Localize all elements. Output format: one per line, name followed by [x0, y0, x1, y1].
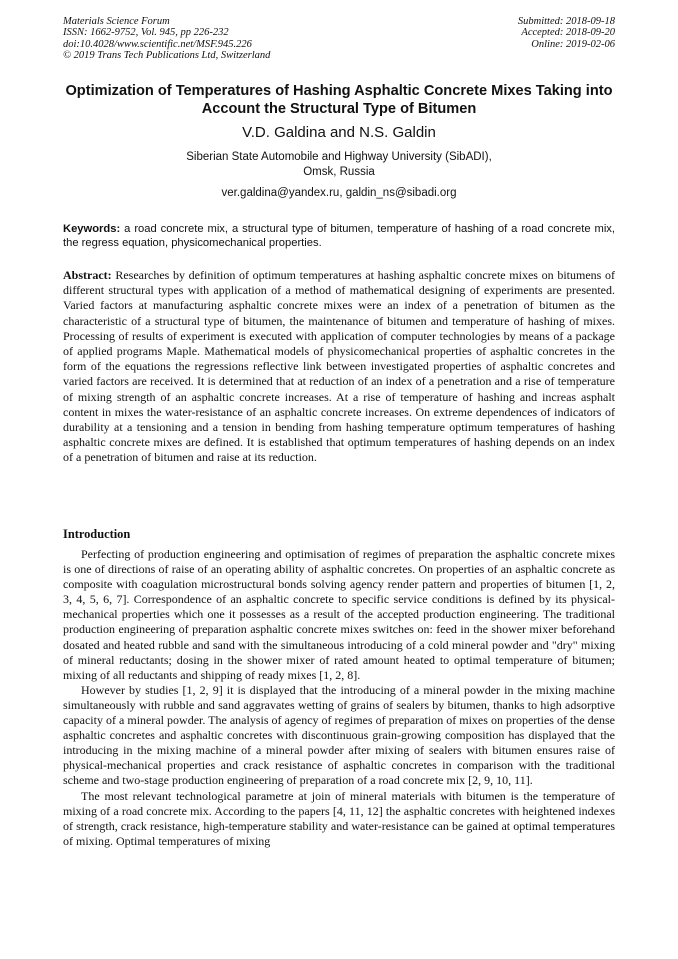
- keywords-label: Keywords:: [63, 223, 121, 235]
- abstract-block: [63, 268, 615, 466]
- publication-dates: [518, 16, 615, 50]
- online-date: Online: 2019-02-06: [531, 38, 615, 50]
- body-paragraph: However by studies [1, 2, 9] it is displayed that the introducing of a mineral powder in the mixing machine simultaneously with rubble and sand aggravates wetting of grains of sealers by bitumen, thanks to high adsorptive capacity of a mineral powder. The analysis of agency of regimes of preparation of mixes on properties of the dense asphaltic concretes and asphaltic concretes with discontinuous grain-growing composition has displayed that the introducing in the mixing machine of a mineral powder after mixing of sealers with bitumen ensures raise of physical-mechanical properties and crack resistance of asphaltic concretes in comparison with the traditional scheme and two-stage production engineering of preparation of a road concrete mix [2, 9, 10, 11].: [63, 682, 615, 788]
- journal-info: [63, 16, 270, 61]
- paper-title: Optimization of Temperatures of Hashing Asphaltic Concrete Mixes Taking into Account the Structural Type of Bitumen: [65, 83, 613, 117]
- keywords-block: [63, 222, 615, 250]
- body-paragraph: Perfecting of production engineering and optimisation of regimes of preparation the asphaltic concrete mixes is one of directions of raise of an operating ability of asphaltic concretes. On properties of an asphaltic concrete as composite with coagulation microstructural bonds solving agency render pattern and properties of bitumen [1, 2, 3, 4, 5, 6, 7]. Correspondence of an asphaltic concrete to specific service conditions is defined by its physical-mechanical properties which one it possesses as a result of the accepted production engineering. The traditional production engineering of preparation asphaltic concrete mixes switches on: feed in the shower mixer beforehand dosated and heated rubble and sand with the simultaneous introducing of a cold mineral powder and "dry" mixing of mineral reductants; dosing in the shower mixer of rated amount heated to optimal temperature of bitumen; mixing of all reductants and shipping of ready mixes [1, 2, 8].: [63, 547, 615, 682]
- journal-issn: ISSN: 1662-9752, Vol. 945, pp 226-232: [63, 27, 229, 39]
- abstract-label: Abstract:: [63, 268, 112, 282]
- accepted-date: Accepted: 2018-09-20: [521, 27, 615, 39]
- author-affiliation: [60, 150, 618, 180]
- journal-name: Materials Science Forum: [63, 16, 170, 27]
- copyright-line: © 2019 Trans Tech Publications Ltd, Switzerland: [63, 49, 271, 61]
- author-emails[interactable]: ver.galdina@yandex.ru, galdin_ns@sibadi.org: [221, 187, 457, 199]
- affiliation-line: Omsk, Russia: [303, 166, 375, 178]
- abstract-text: Researches by definition of optimum temperatures at hashing asphaltic concrete mixes on bitumens of different structural types with application of a method of mathematical designing of experiments are presented. Varied factors at manufacturing asphaltic concrete mixes were an index of a penetration of bitumen as the characteristic of a structural type of bitumen, the maintenance of bitumen and temperature of hashing of mixes. Processing of results of experiment is executed with application of computer technologies by means of a package of applied programs Maple. Mathematical models of physicomechanical properties of asphaltic concretes in the form of the equations the regressions reflective link between investigated properties of asphaltic concretes and varied factors are received. It is determined that at reduction of an index of a penetration and a rise of temperature of mixing strength of an asphaltic concrete increases. At a rise of temperature of hashing and increas asphalt content in mixes the water-resistance of an asphaltic concrete increases. On extreme dependences of indicators of durability at a tensioning and a tension in bending from hashing temperature optimum temperatures of hashing asphaltic concrete mixes are defined. It is established that optimum temperatures of hashing depends on an index of a penetration of bitumen and raise at its reduction.: [63, 268, 615, 465]
- submitted-date: Submitted: 2018-09-18: [517, 16, 615, 27]
- journal-doi[interactable]: doi:10.4028/www.scientific.net/MSF.945.226: [63, 38, 252, 50]
- paper-authors: V.D. Galdina and N.S. Galdin: [242, 124, 436, 141]
- affiliation-line: Siberian State Automobile and Highway University (SibADI),: [186, 151, 492, 163]
- body-paragraph: The most relevant technological parametre at join of mineral materials with bitumen is the temperature of mixing of a road concrete mix. According to the papers [4, 11, 12] the asphaltic concretes with heightened indexes of strength, crack resistance, high-temperature stability and water-resistance can be gained at optimal temperatures of mixing. Optimal temperatures of mixing: [63, 788, 615, 848]
- keywords-text: a road concrete mix, a structural type of bitumen, temperature of hashing of a road concrete mix, the regress equation, physicomechanical properties.: [63, 223, 616, 250]
- section-heading-introduction: Introduction: [63, 527, 131, 541]
- introduction-body: [63, 547, 615, 849]
